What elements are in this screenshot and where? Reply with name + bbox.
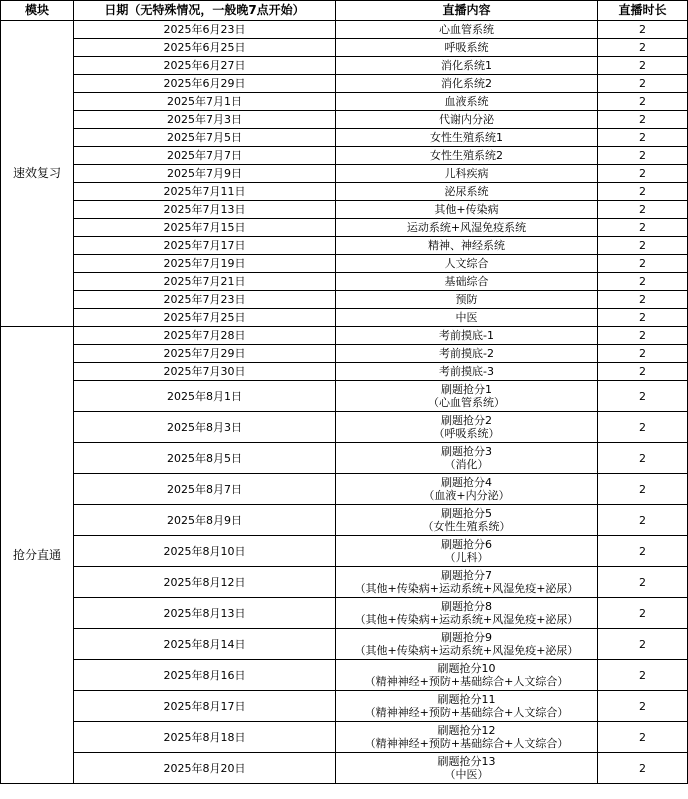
content-cell <box>336 165 598 183</box>
duration-cell: 2 <box>598 201 688 219</box>
date-cell: 2025年8月9日 <box>74 505 336 536</box>
content-title: 刷题抢分6 <box>441 538 492 551</box>
content-cell <box>336 753 598 784</box>
content-title: 消化系统1 <box>441 59 492 72</box>
date-cell: 2025年7月15日 <box>74 219 336 237</box>
content-subtitle: （心血管系统） <box>428 396 505 409</box>
date-cell: 2025年7月3日 <box>74 111 336 129</box>
table-row <box>1 629 688 660</box>
content-title: 血液系统 <box>444 95 489 108</box>
content-title: 其他+传染病 <box>434 203 499 216</box>
content-subtitle: （呼吸系统） <box>433 427 500 440</box>
content-title: 刷题抢分7 <box>441 569 492 582</box>
content-cell <box>336 237 598 255</box>
date-cell: 2025年8月10日 <box>74 536 336 567</box>
duration-cell: 2 <box>598 57 688 75</box>
table-row <box>1 474 688 505</box>
content-subtitle: （其他+传染病+运动系统+风湿免疫+泌尿） <box>354 582 579 595</box>
date-cell: 2025年6月25日 <box>74 39 336 57</box>
table-row <box>1 39 688 57</box>
content-title: 运动系统+风湿免疫系统 <box>406 221 527 234</box>
table-row <box>1 381 688 412</box>
table-row <box>1 443 688 474</box>
table-row <box>1 567 688 598</box>
header-module: 模块 <box>1 1 74 21</box>
content-subtitle: （精神神经+预防+基础综合+人文综合） <box>364 737 569 750</box>
content-cell <box>336 75 598 93</box>
duration-cell: 2 <box>598 381 688 412</box>
header-row <box>1 1 688 21</box>
content-cell <box>336 598 598 629</box>
duration-cell: 2 <box>598 536 688 567</box>
duration-cell: 2 <box>598 309 688 327</box>
content-cell <box>336 309 598 327</box>
date-cell: 2025年7月21日 <box>74 273 336 291</box>
content-cell <box>336 691 598 722</box>
date-cell: 2025年7月29日 <box>74 345 336 363</box>
content-title: 考前摸底-2 <box>439 347 494 360</box>
duration-cell: 2 <box>598 363 688 381</box>
content-subtitle: （消化） <box>444 458 489 471</box>
date-cell: 2025年7月11日 <box>74 183 336 201</box>
duration-cell: 2 <box>598 567 688 598</box>
date-cell: 2025年6月29日 <box>74 75 336 93</box>
content-cell <box>336 219 598 237</box>
content-subtitle: （儿科） <box>444 551 489 564</box>
content-subtitle: （精神神经+预防+基础综合+人文综合） <box>364 675 569 688</box>
module-cell: 速效复习 <box>1 21 74 327</box>
date-cell: 2025年8月5日 <box>74 443 336 474</box>
content-title: 刷题抢分1 <box>441 383 492 396</box>
table-row <box>1 273 688 291</box>
content-cell <box>336 39 598 57</box>
date-cell: 2025年7月13日 <box>74 201 336 219</box>
content-cell <box>336 327 598 345</box>
content-cell <box>336 412 598 443</box>
content-subtitle: （其他+传染病+运动系统+风湿免疫+泌尿） <box>354 613 579 626</box>
content-cell <box>336 505 598 536</box>
content-title: 女性生殖系统1 <box>430 131 503 144</box>
content-title: 泌尿系统 <box>444 185 489 198</box>
date-cell: 2025年7月1日 <box>74 93 336 111</box>
content-title: 预防 <box>455 293 478 306</box>
date-cell: 2025年8月7日 <box>74 474 336 505</box>
date-cell: 2025年6月27日 <box>74 57 336 75</box>
content-subtitle: （女性生殖系统） <box>422 520 511 533</box>
table-row <box>1 412 688 443</box>
table-row <box>1 505 688 536</box>
table-row <box>1 93 688 111</box>
content-subtitle: （精神神经+预防+基础综合+人文综合） <box>364 706 569 719</box>
date-cell: 2025年7月7日 <box>74 147 336 165</box>
content-title: 儿科疾病 <box>444 167 489 180</box>
table-row <box>1 722 688 753</box>
content-cell <box>336 443 598 474</box>
table-row <box>1 309 688 327</box>
content-title: 刷题抢分4 <box>441 476 492 489</box>
date-cell: 2025年7月9日 <box>74 165 336 183</box>
date-cell: 2025年8月20日 <box>74 753 336 784</box>
content-title: 人文综合 <box>444 257 489 270</box>
date-cell: 2025年8月3日 <box>74 412 336 443</box>
table-row <box>1 111 688 129</box>
table-row <box>1 660 688 691</box>
duration-cell: 2 <box>598 629 688 660</box>
duration-cell: 2 <box>598 39 688 57</box>
content-cell <box>336 345 598 363</box>
duration-cell: 2 <box>598 660 688 691</box>
content-cell <box>336 629 598 660</box>
duration-cell: 2 <box>598 691 688 722</box>
duration-cell: 2 <box>598 165 688 183</box>
duration-cell: 2 <box>598 291 688 309</box>
content-cell <box>336 291 598 309</box>
table-row <box>1 345 688 363</box>
content-title: 刷题抢分11 <box>437 693 496 706</box>
content-title: 刷题抢分10 <box>437 662 496 675</box>
date-cell: 2025年8月16日 <box>74 660 336 691</box>
content-subtitle: （其他+传染病+运动系统+风湿免疫+泌尿） <box>354 644 579 657</box>
table-row <box>1 753 688 784</box>
duration-cell: 2 <box>598 273 688 291</box>
duration-cell: 2 <box>598 753 688 784</box>
duration-cell: 2 <box>598 129 688 147</box>
content-cell <box>336 183 598 201</box>
table-row <box>1 183 688 201</box>
duration-cell: 2 <box>598 21 688 39</box>
table-row <box>1 75 688 93</box>
content-title: 考前摸底-3 <box>439 365 494 378</box>
content-cell <box>336 536 598 567</box>
table-row <box>1 237 688 255</box>
table-row <box>1 598 688 629</box>
content-cell <box>336 363 598 381</box>
header-content: 直播内容 <box>336 1 598 21</box>
content-cell <box>336 474 598 505</box>
header-duration: 直播时长 <box>598 1 688 21</box>
duration-cell: 2 <box>598 722 688 753</box>
content-cell <box>336 381 598 412</box>
content-cell <box>336 201 598 219</box>
content-subtitle: （中医） <box>444 768 489 781</box>
content-cell <box>336 57 598 75</box>
duration-cell: 2 <box>598 93 688 111</box>
duration-cell: 2 <box>598 237 688 255</box>
duration-cell: 2 <box>598 598 688 629</box>
duration-cell: 2 <box>598 474 688 505</box>
table-row <box>1 165 688 183</box>
content-cell <box>336 567 598 598</box>
duration-cell: 2 <box>598 75 688 93</box>
table-row <box>1 57 688 75</box>
table-row <box>1 21 688 39</box>
table-row <box>1 291 688 309</box>
date-cell: 2025年8月14日 <box>74 629 336 660</box>
table-row <box>1 201 688 219</box>
content-cell <box>336 93 598 111</box>
duration-cell: 2 <box>598 345 688 363</box>
date-cell: 2025年7月28日 <box>74 327 336 345</box>
duration-cell: 2 <box>598 327 688 345</box>
date-cell: 2025年7月5日 <box>74 129 336 147</box>
content-title: 精神、神经系统 <box>428 239 505 252</box>
schedule-body <box>1 21 688 784</box>
content-title: 呼吸系统 <box>444 41 489 54</box>
date-cell: 2025年7月23日 <box>74 291 336 309</box>
content-cell <box>336 129 598 147</box>
content-title: 女性生殖系统2 <box>430 149 503 162</box>
content-cell <box>336 273 598 291</box>
date-cell: 2025年7月30日 <box>74 363 336 381</box>
duration-cell: 2 <box>598 111 688 129</box>
content-cell <box>336 21 598 39</box>
date-cell: 2025年8月13日 <box>74 598 336 629</box>
content-cell <box>336 660 598 691</box>
table-row <box>1 363 688 381</box>
content-title: 刷题抢分3 <box>441 445 492 458</box>
duration-cell: 2 <box>598 412 688 443</box>
table-row <box>1 691 688 722</box>
content-title: 基础综合 <box>444 275 489 288</box>
table-row <box>1 255 688 273</box>
date-cell: 2025年8月18日 <box>74 722 336 753</box>
content-title: 心血管系统 <box>439 23 494 36</box>
content-cell <box>336 255 598 273</box>
table-row <box>1 219 688 237</box>
date-cell: 2025年7月17日 <box>74 237 336 255</box>
content-cell <box>336 111 598 129</box>
content-title: 刷题抢分12 <box>437 724 496 737</box>
header-date: 日期（无特殊情况，一般晚7点开始） <box>74 1 336 21</box>
module-cell: 抢分直通 <box>1 327 74 784</box>
content-cell <box>336 722 598 753</box>
content-subtitle: （血液+内分泌） <box>423 489 510 502</box>
duration-cell: 2 <box>598 147 688 165</box>
content-title: 消化系统2 <box>441 77 492 90</box>
duration-cell: 2 <box>598 255 688 273</box>
content-title: 刷题抢分8 <box>441 600 492 613</box>
duration-cell: 2 <box>598 219 688 237</box>
content-title: 代谢内分泌 <box>439 113 494 126</box>
date-cell: 2025年8月12日 <box>74 567 336 598</box>
duration-cell: 2 <box>598 183 688 201</box>
content-title: 刷题抢分5 <box>441 507 492 520</box>
date-cell: 2025年6月23日 <box>74 21 336 39</box>
table-row <box>1 147 688 165</box>
content-title: 刷题抢分2 <box>441 414 492 427</box>
content-title: 刷题抢分9 <box>441 631 492 644</box>
date-cell: 2025年7月25日 <box>74 309 336 327</box>
content-title: 中医 <box>455 311 478 324</box>
date-cell: 2025年7月19日 <box>74 255 336 273</box>
content-title: 考前摸底-1 <box>439 329 494 342</box>
date-cell: 2025年8月17日 <box>74 691 336 722</box>
content-title: 刷题抢分13 <box>437 755 496 768</box>
table-row <box>1 327 688 345</box>
table-row <box>1 129 688 147</box>
table-row <box>1 536 688 567</box>
duration-cell: 2 <box>598 505 688 536</box>
content-cell <box>336 147 598 165</box>
duration-cell: 2 <box>598 443 688 474</box>
date-cell: 2025年8月1日 <box>74 381 336 412</box>
